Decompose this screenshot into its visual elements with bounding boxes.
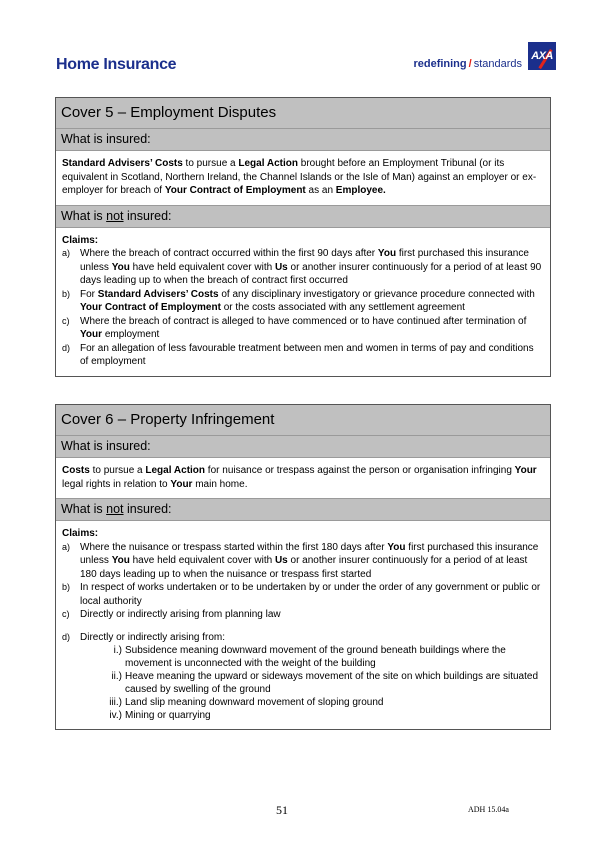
cover6-claims-label: Claims: [62,528,99,539]
cover6-exclusions [56,521,550,729]
bold-term: You [111,261,130,273]
exclusion-item [62,608,544,622]
exclusion-item [62,288,544,315]
text-run: have held equivalent cover with [129,555,275,566]
exclusion-item [62,315,544,342]
text-run: brought before an Employment Tribunal (or its equivalent in Scotland, Northern Ireland, the Channel Islands or the Isle of Man) against an employer or ex-employer for breach of [62,158,537,196]
item-text [80,288,544,315]
item-label: d) [62,631,71,642]
bold-term: Your Contract of Employment [80,302,221,313]
text-run: In respect of works undertaken or to be undertaken by or under the order of any government or public or local authority [80,582,541,607]
axa-logo-icon [528,42,556,70]
not-heading-underlined: not [106,208,124,223]
sub-item [62,670,544,696]
not-heading-underlined: not [106,502,124,516]
exclusion-item [62,247,544,288]
cover6-subitems [62,644,544,722]
item-label: b) [62,582,71,592]
item-label: a) [62,248,71,258]
text-run: or another insurer continuously for a period of at least 90 days leading up to when the breach of contract first occurred [80,261,542,286]
text-run: first purchased this insurance unless [80,541,539,566]
item-label: c) [62,609,70,619]
bold-term: Your [80,329,103,340]
text-run: For [80,288,98,300]
bold-term: Legal Action [238,158,299,169]
sub-item [62,709,544,722]
text-run: first purchased this insurance unless [80,248,529,273]
bold-term: Costs [62,465,90,476]
bold-term: You [377,248,397,259]
text-run: or another insurer continuously for a period of at least 180 days leading up to when the nuisance or trespass first started [80,555,528,580]
not-heading-pre: What is [61,208,107,223]
item-text [80,608,544,622]
bold-term: Employee. [335,185,386,196]
text-run: or the costs associated with any settlement agreement [220,302,465,313]
text-run: Where the breach of contract is alleged to have commenced or to have continued after termination of [80,315,527,327]
tagline-slash: / [468,58,472,70]
sub-item-label: iv.) [109,710,122,721]
document-code: ADH 15.04a [468,805,509,814]
cover5-section [55,97,551,377]
cover6-insured-heading: What is insured: [56,435,550,458]
text-run: to pursue a [89,465,146,476]
bold-term: You [387,541,406,553]
cover6-insured-text [56,458,550,498]
brand-title: Home Insurance [56,56,177,73]
bold-term: Your [514,465,537,476]
sub-item [62,644,544,670]
text-run: for nuisance or trespass against the person or organisation infringing [205,465,515,476]
cover5-items [62,247,544,369]
logo-text: AXA [531,50,553,62]
cover6-not-insured-heading [56,498,550,521]
sub-item-text: Mining or quarrying [125,710,211,721]
not-heading-post: insured: [123,208,172,223]
cover5-exclusions [56,228,550,376]
bold-term: Us [274,555,288,566]
text-run: of any disciplinary investigatory or grievance procedure connected with [218,288,535,300]
sub-item [62,696,544,709]
bold-term: You [111,555,130,566]
text-run: Where the nuisance or trespass started within the first 180 days after [80,541,388,553]
page-header [56,40,556,76]
sub-item-label: ii.) [111,671,122,682]
tagline-rest: standards [473,58,522,70]
cover5-insured-text [56,151,550,205]
text-run: employment [102,329,160,340]
sub-item-label: i.) [113,645,122,656]
sub-item-label: iii.) [109,697,122,708]
cover6-items [62,541,544,645]
cover5-claims-label: Claims: [62,234,99,246]
item-label: a) [62,541,71,552]
bold-term: Standard Advisers’ Costs [62,158,183,169]
exclusion-item [62,631,544,645]
text-run: have held equivalent cover with [129,261,275,273]
tagline-bold: redefining [413,58,467,70]
bold-term: Your [170,478,193,490]
exclusion-item [62,541,544,582]
text-run: legal rights in relation to [62,478,171,490]
item-text [80,342,544,369]
tagline [413,58,522,70]
exclusion-item [62,342,544,369]
item-label: d) [62,342,71,353]
bold-term: Legal Action [145,465,206,476]
item-label: b) [62,288,71,299]
cover5-insured-heading: What is insured: [56,128,550,151]
text-run: as an [305,185,336,196]
item-text [80,631,544,645]
not-heading-pre: What is [61,502,107,516]
exclusion-item [62,581,544,608]
bold-term: Standard Advisers’ Costs [97,288,219,300]
not-heading-post: insured: [123,502,172,516]
cover5-not-insured-heading [56,205,550,228]
text-run: Directly or indirectly arising from: [80,631,226,643]
item-label: c) [62,315,70,326]
item-text [80,581,544,608]
bold-term: Us [274,261,288,273]
cover5-title: Cover 5 – Employment Disputes [56,98,550,128]
sub-item-text: Subsidence meaning downward movement of the ground beneath buildings where the movement is unconnected with the weight of the building [125,645,506,669]
text-run: to pursue a [182,158,239,169]
item-text [80,541,544,582]
page-number: 51 [276,803,288,817]
sub-item-text: Heave meaning the upward or sideways movement of the site on which buildings are situated caused by swelling of the ground [125,671,539,695]
item-text [80,315,544,342]
cover6-section [55,404,551,730]
cover6-title: Cover 6 – Property Infringement [56,405,550,435]
spacer [62,622,544,631]
item-text [80,247,544,288]
text-run: Directly or indirectly arising from planning law [80,609,281,620]
bold-term: Your Contract of Employment [164,185,306,196]
text-run: Where the breach of contract occurred within the first 90 days after [80,248,378,259]
text-run: For an allegation of less favourable treatment between men and women in terms of pay and conditions of employment [80,342,534,367]
sub-item-text: Land slip meaning downward movement of sloping ground [125,697,384,708]
text-run: main home. [192,478,248,490]
